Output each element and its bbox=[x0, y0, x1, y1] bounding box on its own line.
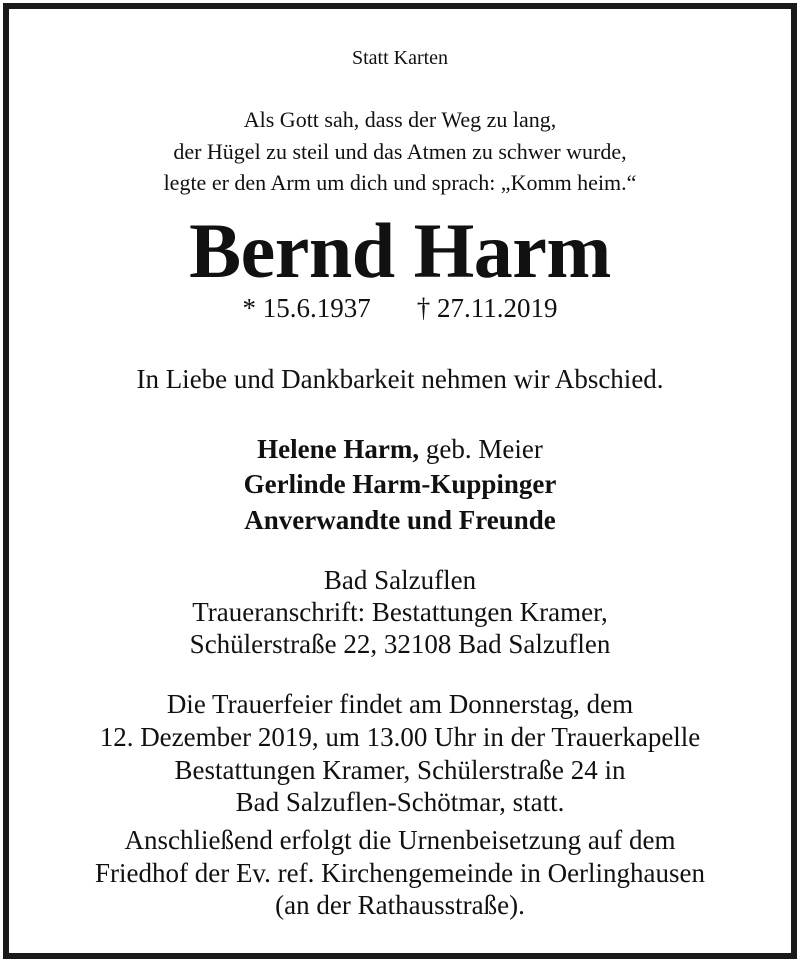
farewell-text: In Liebe und Dankbarkeit nehmen wir Abschied. bbox=[136, 364, 664, 394]
burial-line-1: Anschließend erfolgt die Urnenbeisetzung auf dem bbox=[124, 825, 676, 855]
birth-date: * 15.6.1937 bbox=[242, 293, 371, 323]
mourner-1 bbox=[0, 434, 800, 465]
burial-line-3: (an der Rathausstraße). bbox=[275, 890, 525, 920]
verse-line-3: legte er den Arm um dich und sprach: „Komm heim.“ bbox=[163, 170, 637, 195]
ceremony-line-3: Bestattungen Kramer, Schülerstraße 24 in bbox=[174, 755, 626, 785]
deceased-name: Bernd Harm bbox=[189, 207, 611, 294]
address-line-3: Schülerstraße 22, 32108 Bad Salzuflen bbox=[189, 629, 611, 659]
address-line-1: Bad Salzuflen bbox=[323, 565, 477, 595]
mourner-2: Gerlinde Harm-Kuppinger bbox=[243, 469, 557, 499]
verse-line-1: Als Gott sah, dass der Weg zu lang, bbox=[243, 107, 557, 132]
header-text: Statt Karten bbox=[351, 47, 449, 69]
mourner-1-suffix: geb. Meier bbox=[419, 434, 543, 464]
ceremony-line-1: Die Trauerfeier findet am Donnerstag, dem bbox=[166, 689, 634, 719]
ceremony-line-4: Bad Salzuflen-Schötmar, statt. bbox=[235, 787, 565, 817]
life-dates bbox=[0, 293, 800, 324]
address-line-2: Traueranschrift: Bestattungen Kramer, bbox=[192, 597, 608, 627]
burial-line-2: Friedhof der Ev. ref. Kirchengemeinde in Oerlinghausen bbox=[94, 858, 706, 888]
ceremony-line-2: 12. Dezember 2019, um 13.00 Uhr in der Trauerkapelle bbox=[99, 722, 701, 752]
mourner-1-name: Helene Harm, bbox=[257, 434, 420, 464]
mourner-3: Anverwandte und Freunde bbox=[244, 505, 556, 535]
death-date: † 27.11.2019 bbox=[416, 293, 558, 323]
verse-line-2: der Hügel zu steil und das Atmen zu schwer wurde, bbox=[173, 139, 627, 164]
